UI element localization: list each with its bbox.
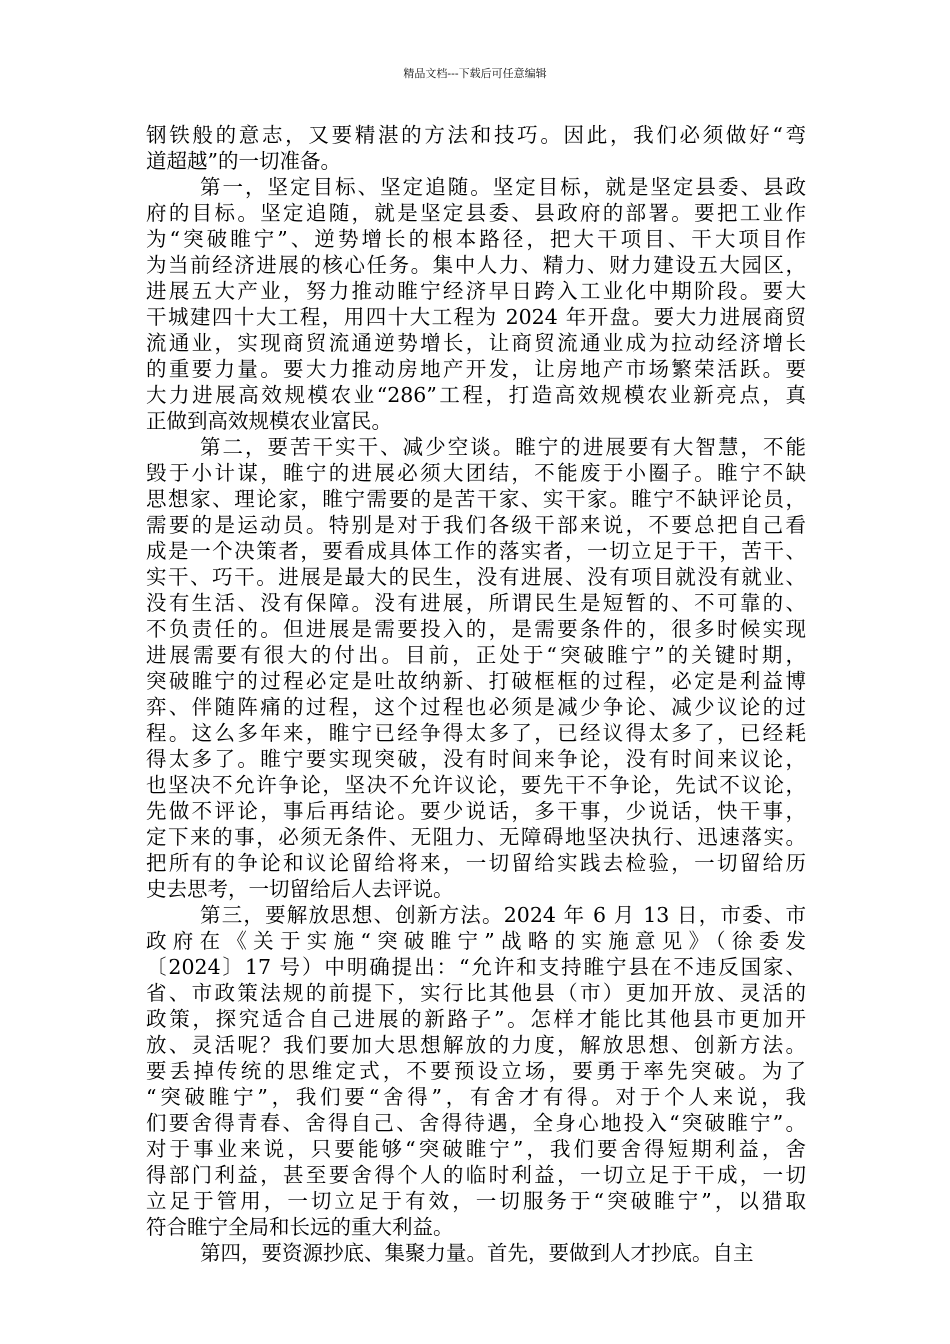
text-line: 史去思考，一切留给后人去评说。 [146,877,454,901]
text-line: 得太多了。睢宁要实现突破，没有时间来争论，没有时间来议论， [146,747,806,771]
text-line: 弈、伴随阵痛的过程，这个过程也必须是减少争论、减少议论的过 [146,695,806,719]
text-line: 〔2024〕17 号）中明确提出：“允许和支持睢宁县在不违反国家、 [146,955,806,979]
paragraph [146,1240,806,1266]
text-line: 先做不评论，事后再结论。要少说话，多干事，少说话，快干事， [146,799,806,823]
text-line: 为当前经济进展的核心任务。集中人力、精力、财力建设五大园区， [146,253,806,277]
text-line: 干城建四十大工程，用四十大工程为 2024 年开盘。要大力进展商贸 [146,305,806,329]
text-line: 为“突破睢宁”、逆势增长的根本路径，把大干项目、干大项目作 [146,227,806,251]
text-line: 放、灵活呢？我们要加大思想解放的力度，解放思想、创新方法。 [146,1033,806,1057]
text-line: 对于事业来说，只要能够“突破睢宁”，我们要舍得短期利益，舍 [146,1137,806,1161]
text-line: 程。这么多年来，睢宁已经争得太多了，已经议得太多了，已经耗 [146,721,806,745]
text-line: 毁于小计谋，睢宁的进展必须大团结，不能废于小圈子。睢宁不缺 [146,461,806,485]
text-line: 第二，要苦干实干、减少空谈。睢宁的进展要有大智慧，不能 [200,435,806,459]
text-line: 不负责任的。但进展是需要投入的，是需要条件的，很多时候实现 [146,617,806,641]
text-line: 把所有的争论和议论留给将来，一切留给实践去检验，一切留给历 [146,851,806,875]
text-line: 要丢掉传统的思维定式，不要预设立场，要勇于率先突破。为了 [146,1059,806,1083]
text-line: 需要的是运动员。特别是对于我们各级干部来说，不要总把自己看 [146,513,806,537]
text-line: 得部门利益，甚至要舍得个人的临时利益，一切立足于干成，一切 [146,1163,806,1187]
text-line: 钢铁般的意志，又要精湛的方法和技巧。因此，我们必须做好“弯 [146,123,806,147]
paragraph [146,434,806,902]
text-line: 省、市政策法规的前提下，实行比其他县（市）更加开放、灵活的 [146,981,806,1005]
text-line: 大力进展高效规模农业“286”工程，打造高效规模农业新亮点，真 [146,383,806,407]
text-line: 第三，要解放思想、创新方法。2024 年 6 月 13 日，市委、市 [200,903,806,927]
text-line: 政府在《关于实施“突破睢宁”战略的实施意见》（徐委发 [146,929,806,953]
text-line: 也坚决不允许争论，坚决不允许议论，要先干不争论，先试不议论， [146,773,806,797]
text-line: 第一，坚定目标、坚定追随。坚定目标，就是坚定县委、县政 [200,175,806,199]
text-line: 定下来的事，必须无条件、无阻力、无障碍地坚决执行、迅速落实。 [146,825,806,849]
paragraph [146,902,806,1240]
page-header: 精品文档---下载后可任意编辑 [403,67,547,80]
text-line: 突破睢宁的过程必定是吐故纳新、打破框框的过程，必定是利益博 [146,669,806,693]
text-line: 第四，要资源抄底、集聚力量。首先，要做到人才抄底。自主 [200,1241,754,1265]
text-line: 道超越”的一切准备。 [146,149,341,173]
text-line: “突破睢宁”，我们要“舍得”，有舍才有得。对于个人来说，我 [146,1085,806,1109]
document-body [146,122,806,1266]
text-line: 府的目标。坚定追随，就是坚定县委、县政府的部署。要把工业作 [146,201,806,225]
text-line: 们要舍得青春、舍得自己、舍得待遇，全身心地投入“突破睢宁”。 [146,1111,806,1135]
text-line: 政策，探究适合自己进展的新路子”。怎样才能比其他县市更加开 [146,1007,806,1031]
text-line: 成是一个决策者，要看成具体工作的落实者，一切立足于干，苦干、 [146,539,806,563]
paragraph [146,174,806,434]
text-line: 实干、巧干。进展是最大的民生，没有进展、没有项目就没有就业、 [146,565,806,589]
text-line: 思想家、理论家，睢宁需要的是苦干家、实干家。睢宁不缺评论员， [146,487,806,511]
text-line: 立足于管用，一切立足于有效，一切服务于“突破睢宁”，以猎取 [146,1189,806,1213]
text-line: 流通业，实现商贸流通逆势增长，让商贸流通业成为拉动经济增长 [146,331,806,355]
paragraph [146,122,806,174]
text-line: 进展需要有很大的付出。目前，正处于“突破睢宁”的关键时期， [146,643,806,667]
text-line: 正做到高效规模农业富民。 [146,409,392,433]
text-line: 符合睢宁全局和长远的重大利益。 [146,1215,454,1239]
text-line: 的重要力量。要大力推动房地产开发，让房地产市场繁荣活跃。要 [146,357,806,381]
text-line: 进展五大产业，努力推动睢宁经济早日跨入工业化中期阶段。要大 [146,279,806,303]
text-line: 没有生活、没有保障。没有进展，所谓民生是短暂的、不可靠的、 [146,591,806,615]
